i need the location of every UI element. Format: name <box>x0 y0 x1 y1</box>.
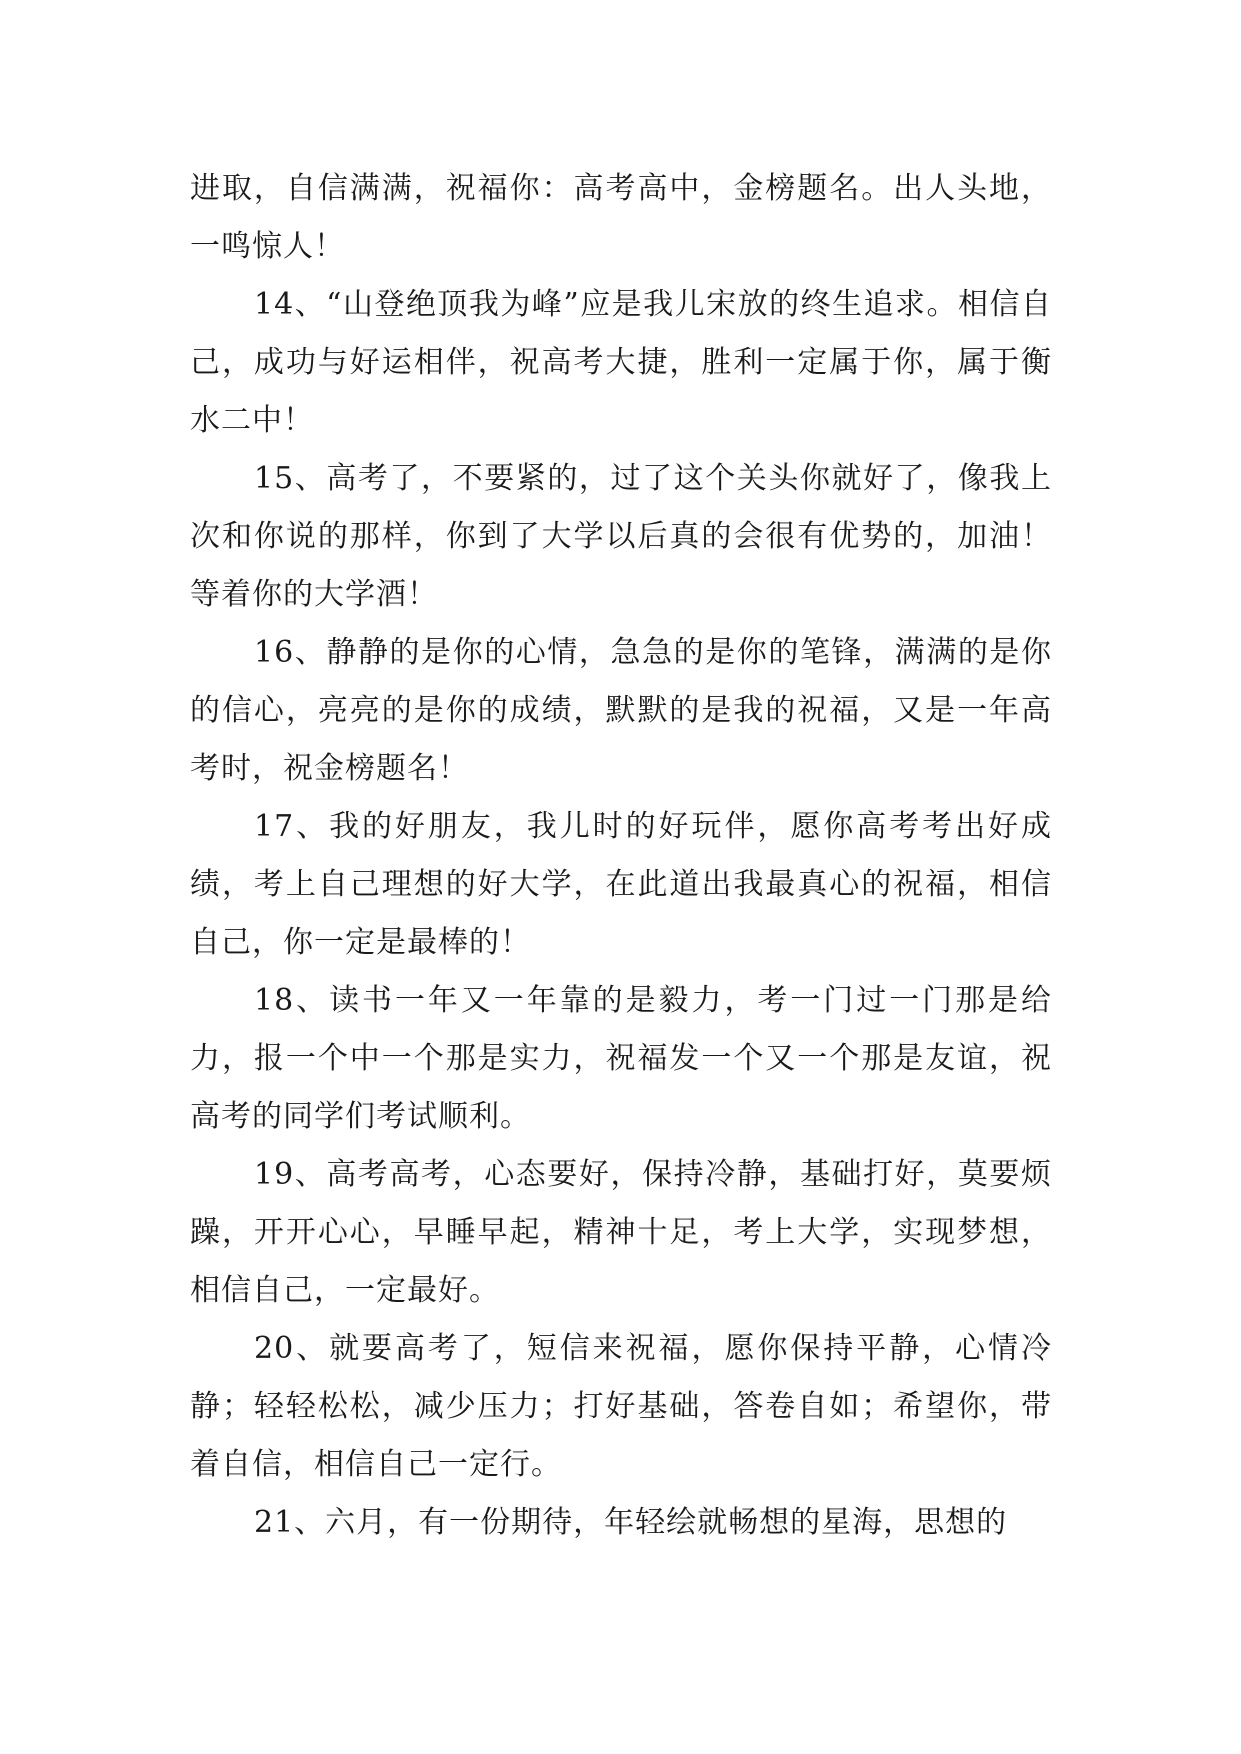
paragraph-15: 15、高考了，不要紧的，过了这个关头你就好了，像我上次和你说的那样，你到了大学以后真的会很有优势的，加油！等着你的大学酒！ <box>190 461 1052 612</box>
document-body <box>190 160 1052 1552</box>
paragraph-13-continued: 进取，自信满满，祝福你：高考高中，金榜题名。出人头地，一鸣惊人！ <box>190 171 1052 264</box>
paragraph-16: 16、静静的是你的心情，急急的是你的笔锋，满满的是你的信心，亮亮的是你的成绩，默默的是我的祝福，又是一年高考时，祝金榜题名！ <box>190 635 1052 786</box>
paragraph-21: 21、六月，有一份期待，年轻绘就畅想的星海，思想的 <box>254 1505 1008 1540</box>
paragraph-17: 17、我的好朋友，我儿时的好玩伴，愿你高考考出好成绩，考上自己理想的好大学，在此道出我最真心的祝福，相信自己，你一定是最棒的！ <box>190 809 1052 960</box>
paragraph-20: 20、就要高考了，短信来祝福，愿你保持平静，心情冷静；轻轻松松，减少压力；打好基础，答卷自如；希望你，带着自信，相信自己一定行。 <box>190 1331 1052 1482</box>
paragraph-18: 18、读书一年又一年靠的是毅力，考一门过一门那是给力，报一个中一个那是实力，祝福发一个又一个那是友谊，祝高考的同学们考试顺利。 <box>190 983 1052 1134</box>
paragraph-19: 19、高考高考，心态要好，保持冷静，基础打好，莫要烦躁，开开心心，早睡早起，精神十足，考上大学，实现梦想，相信自己，一定最好。 <box>190 1157 1052 1308</box>
paragraph-14: 14、“山登绝顶我为峰”应是我儿宋放的终生追求。相信自己，成功与好运相伴，祝高考大捷，胜利一定属于你，属于衡水二中！ <box>190 287 1052 438</box>
